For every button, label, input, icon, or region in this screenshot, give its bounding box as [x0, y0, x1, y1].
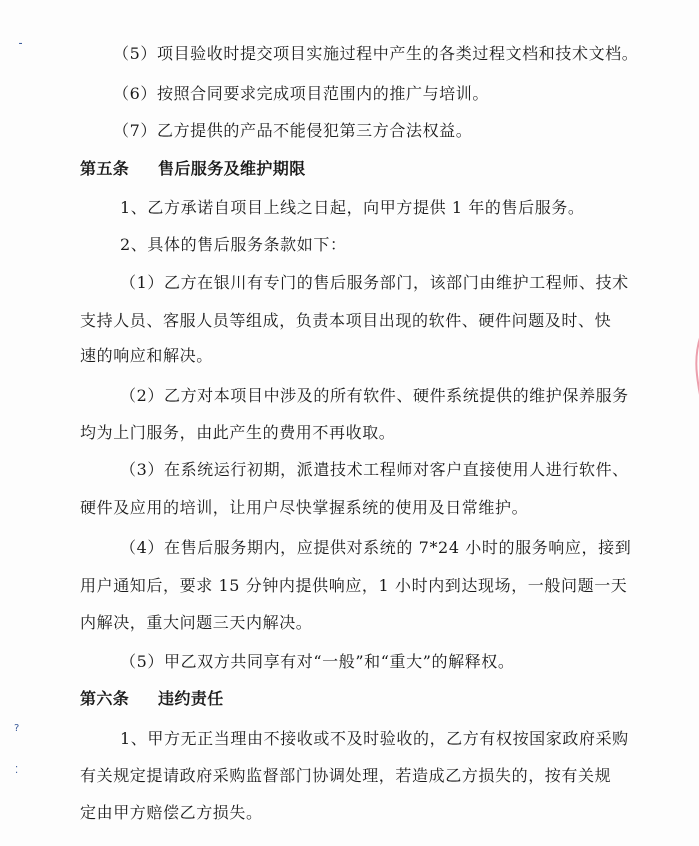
paragraph-line: （1）乙方在银川有专门的售后服务部门，该部门由维护工程师、技术	[120, 273, 629, 292]
paragraph-line: 硬件及应用的培训，让用户尽快掌握系统的使用及日常维护。	[80, 498, 529, 517]
paragraph-line: （5）项目验收时提交项目实施过程中产生的各类过程文档和技术文档。	[113, 44, 639, 63]
paragraph-line: 速的响应和解决。	[80, 346, 213, 365]
article-heading-6	[80, 688, 640, 710]
seal-stamp-fragment	[683, 300, 699, 450]
article-title: 售后服务及维护期限	[158, 159, 306, 178]
paragraph-line: 均为上门服务，由此产生的费用不再收取。	[80, 423, 396, 442]
margin-mark-top: ⁃	[18, 39, 23, 50]
article-number: 第五条	[80, 159, 130, 178]
paragraph-line: （3）在系统运行初期，派遣技术工程师对客户直接使用人进行软件、	[120, 460, 629, 479]
article-title: 违约责任	[158, 689, 224, 708]
paragraph-line: 用户通知后，要求 15 分钟内提供响应，1 小时内到达现场，一般问题一天	[80, 576, 628, 595]
paragraph-line: 1、甲方无正当理由不接收或不及时验收的，乙方有权按国家政府采购	[120, 729, 629, 748]
paragraph-line: （4）在售后服务期内，应提供对系统的 7*24 小时的服务响应，接到	[120, 538, 632, 557]
paragraph-line: 内解决，重大问题三天内解决。	[80, 613, 313, 632]
paragraph-line: 定由甲方赔偿乙方损失。	[80, 803, 263, 822]
paragraph-line: （7）乙方提供的产品不能侵犯第三方合法权益。	[113, 121, 473, 140]
paragraph-line: 有关规定提请政府采购监督部门协调处理，若造成乙方损失的，按有关规	[80, 766, 612, 785]
paragraph-line: （6）按照合同要求完成项目范围内的推广与培训。	[113, 84, 489, 103]
paragraph-line: 1、乙方承诺自项目上线之日起，向甲方提供 1 年的售后服务。	[120, 198, 585, 217]
article-heading-5	[80, 158, 640, 180]
paragraph-line: （2）乙方对本项目中涉及的所有软件、硬件系统提供的维护保养服务	[120, 386, 629, 405]
paragraph-line: 2、具体的售后服务条款如下：	[120, 235, 347, 254]
article-number: 第六条	[80, 689, 130, 708]
paragraph-line: （5）甲乙双方共同享有对“一般”和“重大”的解释权。	[120, 652, 515, 671]
paragraph-line: 支持人员、客服人员等组成，负责本项目出现的软件、硬件问题及时、快	[80, 311, 612, 330]
margin-mark-mid: ?	[14, 723, 20, 734]
margin-mark-bottom: ⁚	[15, 765, 19, 776]
